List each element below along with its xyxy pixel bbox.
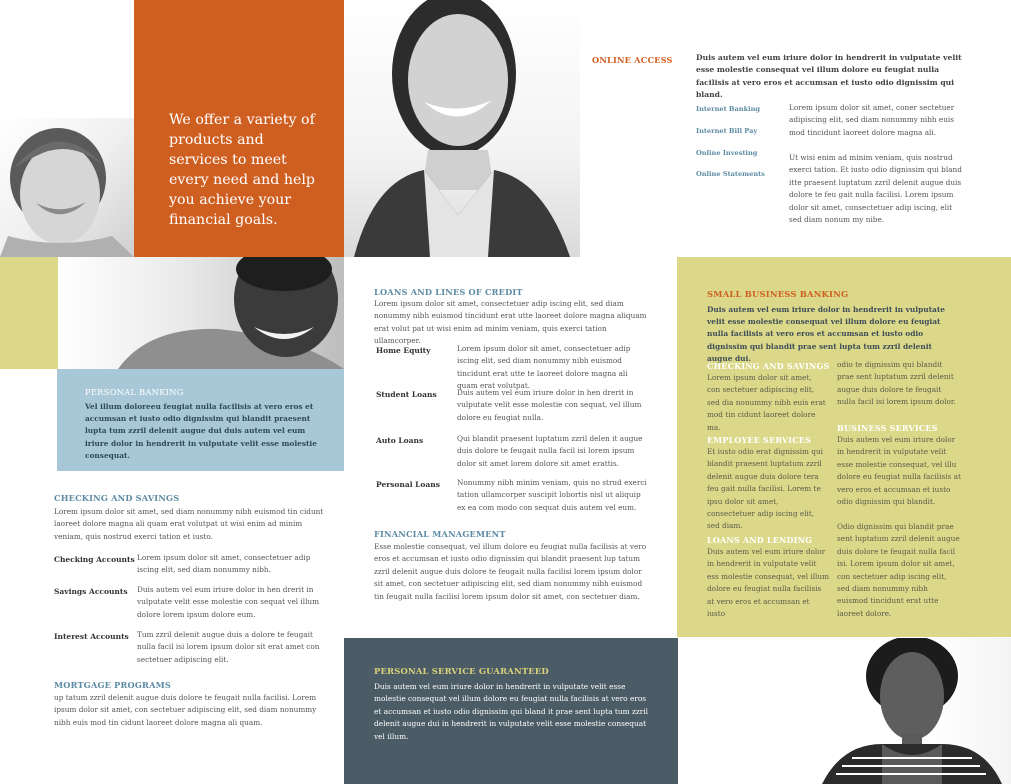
personal-banking-title: PERSONAL BANKING <box>85 387 184 397</box>
savings-accounts-text: Duis autem vel eum iriure dolor in hen drerit in vulputate velit esse molestie con sequat vel illum dolore lorem ipsum dolore eum. <box>137 585 320 619</box>
sb-business-title: BUSINESS SERVICES <box>837 423 938 433</box>
mortgage-body: up tatum zzril delenit augue duis dolore te feugait nulla facilisi. Lorem ipsum dolor sit amet, con sectetuer adipiscing elit, sed diam nonummy nibh euis mod tin cidunt laoreet dolore magna ali quam. <box>54 693 317 727</box>
sb-checking-body: Lorem ipsum dolor sit amet, con sectetuer adipiscing elit, sed dia nonummy nibh euis erat mod tin cidunt laoreet dolore ma. <box>707 373 826 432</box>
personal-banking-body: Vel illum doloreeu feugiat nulla facilisis at vero eros et accumsan et iusto odio dignissim qui blandit praesent lupta tum zzril delenit augue dui duis autem vel eum iriure dolor in hendrerit in vulputate velit esse molestie consequat. <box>85 402 317 460</box>
sb-checking-title: CHECKING AND SAVINGS <box>707 361 830 371</box>
personal-service-title: PERSONAL SERVICE GUARANTEED <box>374 666 549 676</box>
loans-title: LOANS AND LINES OF CREDIT <box>374 287 523 297</box>
savings-accounts-label: Savings Accounts <box>54 587 128 596</box>
personal-loans-label: Personal Loans <box>376 480 440 489</box>
personal-service-body: Duis autem vel eum iriure dolor in hendrerit in vulputate velit esse molestie consequat vel illum dolore eu feugiat nulla facilisis at vero eros et accumsan et iusto odio dignissim qui bland it prae sent lupta tum zzril delenit augue dui in hendrerit in vulputate velit esse molestie consequat vel illum. <box>374 682 649 741</box>
checking-savings-title: CHECKING AND SAVINGS <box>54 493 180 503</box>
photo-woman-curly-hair <box>812 638 1011 784</box>
sb-loans-title: LOANS AND LENDING <box>707 535 813 545</box>
auto-loans-text: Qui blandit praesent luptatum zzril delen it augue duis dolore te feugait nulla facil isi lorem ipsum dolor sit amet lorem dolore sit amet erattis. <box>457 434 643 468</box>
online-access-para-2: Ut wisi enim ad minim veniam, quis nostrud exerci tation. Et iusto odio dignissim qui bland itte praesent luptatum zzril delenit augue duis dolore te feu gait nulla facilisi. Lorem ipsum dolor sit amet, consectetuer adip iscing, elit sed diam nonum my nibe. <box>789 153 962 225</box>
home-equity-label: Home Equity <box>376 346 431 355</box>
link-online-statements[interactable]: Online Statements <box>696 170 765 178</box>
checking-accounts-text: Lorem ipsum dolor sit amet, consectetuer adip iscing elit, sed diam nonummy nibh. <box>137 553 311 575</box>
photo-smiling-man <box>58 257 344 369</box>
checking-savings-intro: Lorem ipsum dolor sit amet, sed diam nonummy nibh euismod tin cidunt laoreet dolore magna ali quam erat volutpat ut wisi enim ad minim veniam, quis nostrud exerci tation et iusto. <box>54 507 324 541</box>
sb-business-body: Duis autem vel eum iriure dolor in hendrerit in vulputate velit esse molestie consequat, vel illu dolore eu feugiat nulla facilisis at vero eros et accumsan et iusto odio dignissim qui blandit. <box>837 435 961 507</box>
sb-col2-top: odio te dignissim qui blandit prae sent luptatum zzril delenit augue duis dolore te feugait nulla facil isi lorem ipsum dolor. <box>837 360 956 407</box>
small-business-intro: Duis autem vel eum iriure dolor in hendrerit in vulputate velit esse molestie consequat vel illum dolore eu feugiat nulla facilisis at vero eros et accumsan et iusto odio dignissim qui blandit prae sent lupta tum zzril delenit augue dui. <box>707 305 945 363</box>
financial-management-title: FINANCIAL MANAGEMENT <box>374 529 506 539</box>
small-business-title: SMALL BUSINESS BANKING <box>707 289 849 299</box>
sb-employee-title: EMPLOYEE SERVICES <box>707 435 812 445</box>
loans-intro: Lorem ipsum dolor sit amet, consectetuer adip iscing elit, sed diam nonummy nibh euismod tincidunt erat utte laoreet dolore magna aliquam erat volut pat ut wisi enim ad minim veniam, quis exerci tation ullamcorper. <box>374 299 647 346</box>
link-online-investing[interactable]: Online Investing <box>696 149 758 157</box>
auto-loans-label: Auto Loans <box>376 436 424 445</box>
hero-tagline: We offer a variety of products and services to meet every need and help you achieve your financial goals. <box>169 112 315 228</box>
home-equity-text: Lorem ipsum dolor sit amet, consectetuer adip iscing elit, sed diam nonummy nibh euismod tincidunt erat utte te laoreet dolore magna ali quam erat volutpat. <box>457 344 631 391</box>
online-access-title: ONLINE ACCESS <box>592 55 673 65</box>
link-internet-banking[interactable]: Internet Banking <box>696 105 761 113</box>
personal-loans-text: Nonummy nibh minim veniam, quis no strud exerci tation ullamcorper suscipit lobortis nisl ut aliquip ex ea com modo con sequat duis autem vel eum. <box>457 478 647 512</box>
mortgage-title: MORTGAGE PROGRAMS <box>54 680 171 690</box>
student-loans-text: Duis autem vel eum iriure dolor in hen drerit in vulputate velit esse molestie con sequat, vel illum dolore eu feugiat nulla. <box>457 388 642 422</box>
yellow-accent-square <box>0 257 58 369</box>
online-access-para-1: Lorem ipsum dolor sit amet, coner sectetuer adipiscing elit, sed diam nonummy nibh euis mod tincidunt laoreet dolore magna ali. <box>789 103 955 137</box>
photo-young-woman <box>344 0 580 257</box>
photo-older-woman <box>0 118 134 257</box>
interest-accounts-text: Tum zzril delenit augue duis a dolore te feugait nulla facil isi lorem ipsum dolor sit erat amet con sectetuer adipiscing elit. <box>137 630 320 664</box>
financial-management-body: Esse molestie consequat, vel illum dolore eu feugiat nulla facilisis at vero eros et accumsan et iusto odio dignissim qui blandit praesent lup tatum zzril delenit augue duis dolore te feugait nulla facilisi lorem ipsum dolor sit amet, con sectetuer adipiscing elit, sed diam nonummy nibh euismod tin feugait nulla facilisi lorem ipsum dolor sit amet, con sectetuer diam. <box>374 542 647 601</box>
sb-col2-bottom: Odio dignissim qui blandit prae sent luptatum zzril delenit augue duis dolore te feugait nulla facil isi. Lorem ipsum dolor sit amet, con sectetuer adip iscing elit, sed diam nonummy nibh euismod tincidunt erat utte laoreet dolore. <box>837 522 960 618</box>
online-access-intro: Duis autem vel eum iriure dolor in hendrerit in vulputate velit esse molestie consequat vel illum dolore eu feugiat nulla facilisis at vero eros et accumsan et iusto odio dignissim qui bland. <box>696 53 962 100</box>
student-loans-label: Student Loans <box>376 390 437 399</box>
sb-loans-body: Duis autem vel eum iriure dolor in hendrerit in vulputate velit ess molestie consequat, vel illum dolore eu feugiat nulla facilisis at vero eros et accumsan et iusto <box>707 547 829 619</box>
sb-employee-body: Et iusto odio erat dignissim qui blandit praesent luptatum zzril delenit augue duis dolore tera feu gait nulla facilisi. Lorem te ipsu dolor sit amet, consectetuer adip iscing elit, sed diam. <box>707 447 823 531</box>
interest-accounts-label: Interest Accounts <box>54 632 129 641</box>
checking-accounts-label: Checking Accounts <box>54 555 135 564</box>
link-internet-bill-pay[interactable]: Internet Bill Pay <box>696 127 758 135</box>
